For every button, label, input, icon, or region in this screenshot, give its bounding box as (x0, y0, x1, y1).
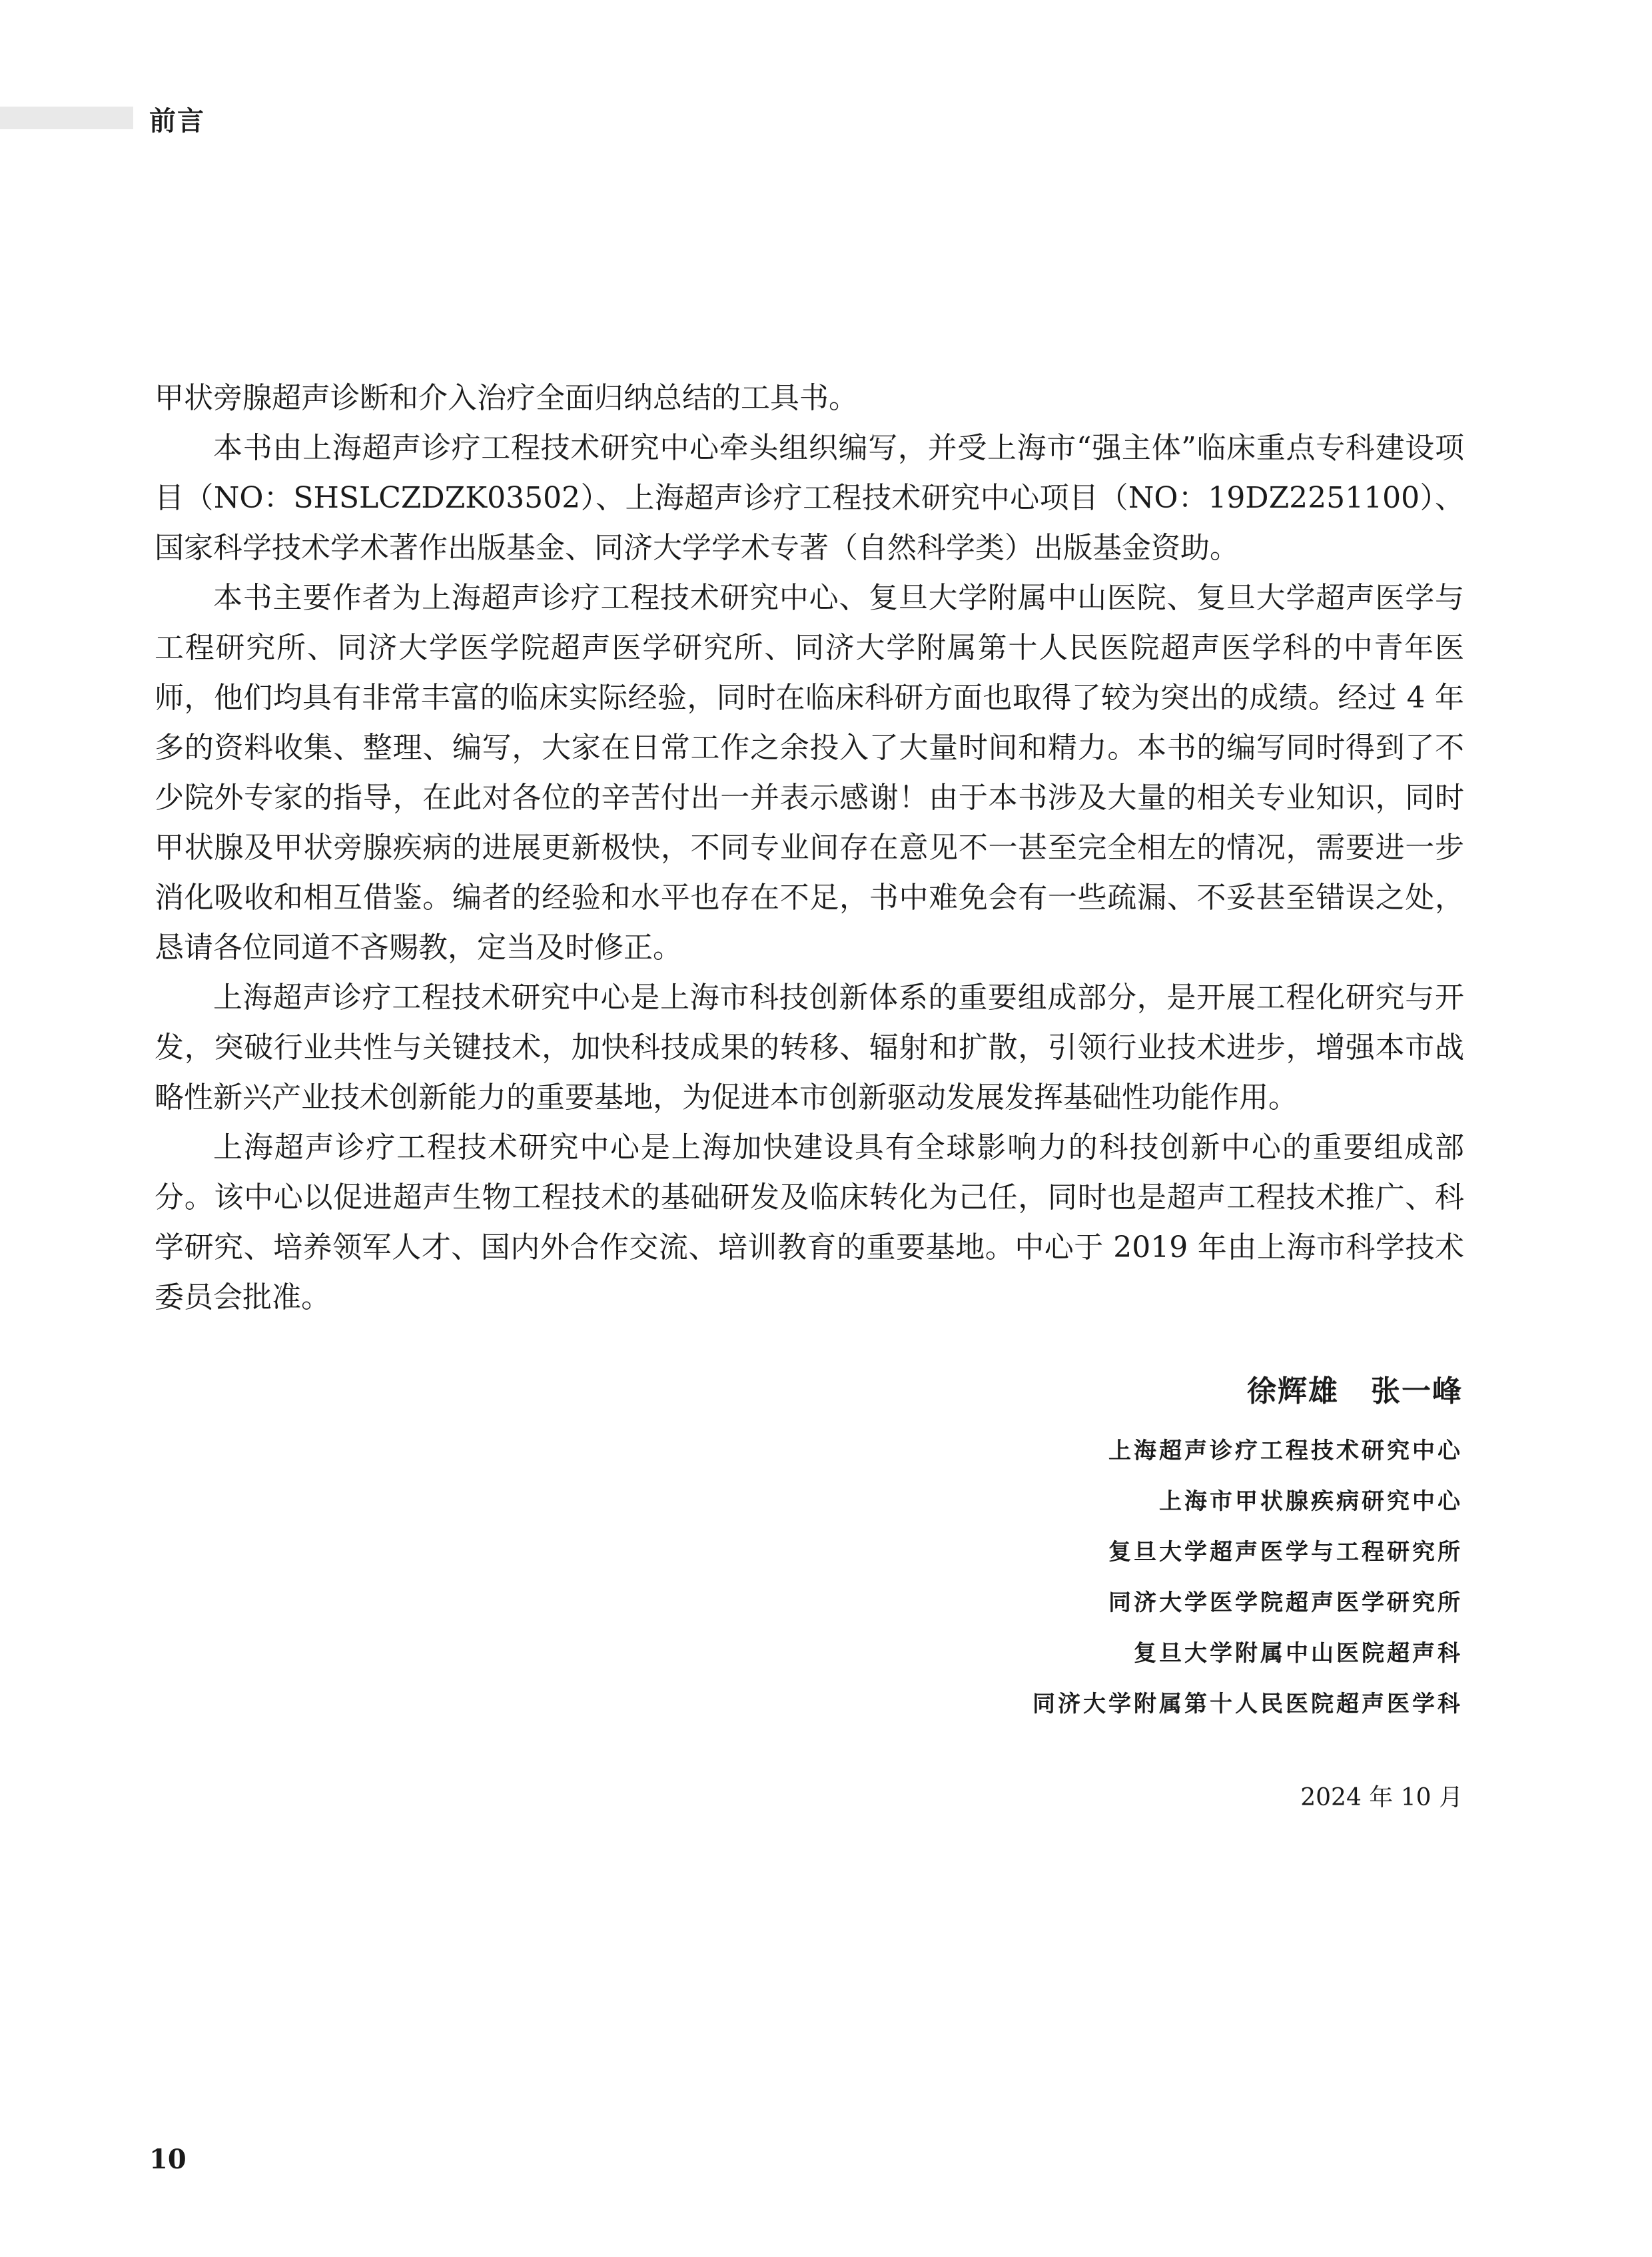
affiliation-item: 上海市甲状腺疾病研究中心 (1159, 1488, 1463, 1515)
paragraph-authors: 本书主要作者为上海超声诊疗工程技术研究中心、复旦大学附属中山医院、复旦大学超声医学与工程研究所、同济大学医学院超声医学研究所、同济大学附属第十人民医院超声医学科的中青年医师，他们均具有非常丰富的临床实际经验，同时在临床科研方面也取得了较为突出的成绩。经过 4 年多的资料收集、整理、编写，大家在日常工作之余投入了大量时间和精力。本书的编写同时得到了不少院外专家的指导，在此对各位的辛苦付出一并表示感谢！由于本书涉及大量的相关专业知识，同时甲状腺及甲状旁腺疾病的进展更新极快，不同专业间存在意见不一甚至完全相左的情况，需要进一步消化吸收和相互借鉴。编者的经验和水平也存在不足，书中难免会有一些疏漏、不妥甚至错误之处，恳请各位同道不吝赐教，定当及时修正。 (155, 581, 1464, 965)
signature-authors (1247, 1367, 1463, 1410)
section-title: 前言 (149, 105, 205, 137)
author-name: 徐辉雄 (1247, 1374, 1339, 1408)
paragraph-center-role: 上海超声诊疗工程技术研究中心是上海市科技创新体系的重要组成部分，是开展工程化研究与开发，突破行业共性与关键技术，加快科技成果的转移、辐射和扩散，引领行业技术进步，增强本市战略性新兴产业技术创新能力的重要基地，为促进本市创新驱动发展发挥基础性功能作用。 (155, 981, 1464, 1115)
affiliation-item: 同济大学附属第十人民医院超声医学科 (1032, 1691, 1463, 1717)
header-bar (0, 107, 133, 129)
affiliation-item: 上海超声诊疗工程技术研究中心 (1108, 1438, 1463, 1464)
affiliation-item: 复旦大学超声医学与工程研究所 (1108, 1539, 1463, 1566)
paragraph-funding: 本书由上海超声诊疗工程技术研究中心牵头组织编写，并受上海市“强主体”临床重点专科建设项目（NO：SHSLCZDZK03502）、上海超声诊疗工程技术研究中心项目（NO：19DZ2251100）、国家科学技术学术著作出版基金、同济大学学术专著（自然科学类）出版基金资助。 (155, 431, 1464, 565)
body-text (155, 373, 1464, 1322)
paragraph-continuation: 甲状旁腺超声诊断和介入治疗全面归纳总结的工具书。 (155, 381, 858, 415)
affiliation-item: 复旦大学附属中山医院超声科 (1134, 1640, 1463, 1667)
affiliation-item: 同济大学医学院超声医学研究所 (1108, 1589, 1463, 1616)
signature-date: 2024 年 10 月 (1300, 1784, 1463, 1811)
page-number: 10 (149, 2144, 187, 2175)
author-name: 张一峰 (1371, 1374, 1463, 1408)
paragraph-center-mission: 上海超声诊疗工程技术研究中心是上海加快建设具有全球影响力的科技创新中心的重要组成部分。该中心以促进超声生物工程技术的基础研发及临床转化为己任，同时也是超声工程技术推广、科学研究、培养领军人才、国内外合作交流、培训教育的重要基地。中心于 2019 年由上海市科学技术委员会批准。 (155, 1130, 1464, 1314)
affiliation-list (1032, 1426, 1463, 1729)
